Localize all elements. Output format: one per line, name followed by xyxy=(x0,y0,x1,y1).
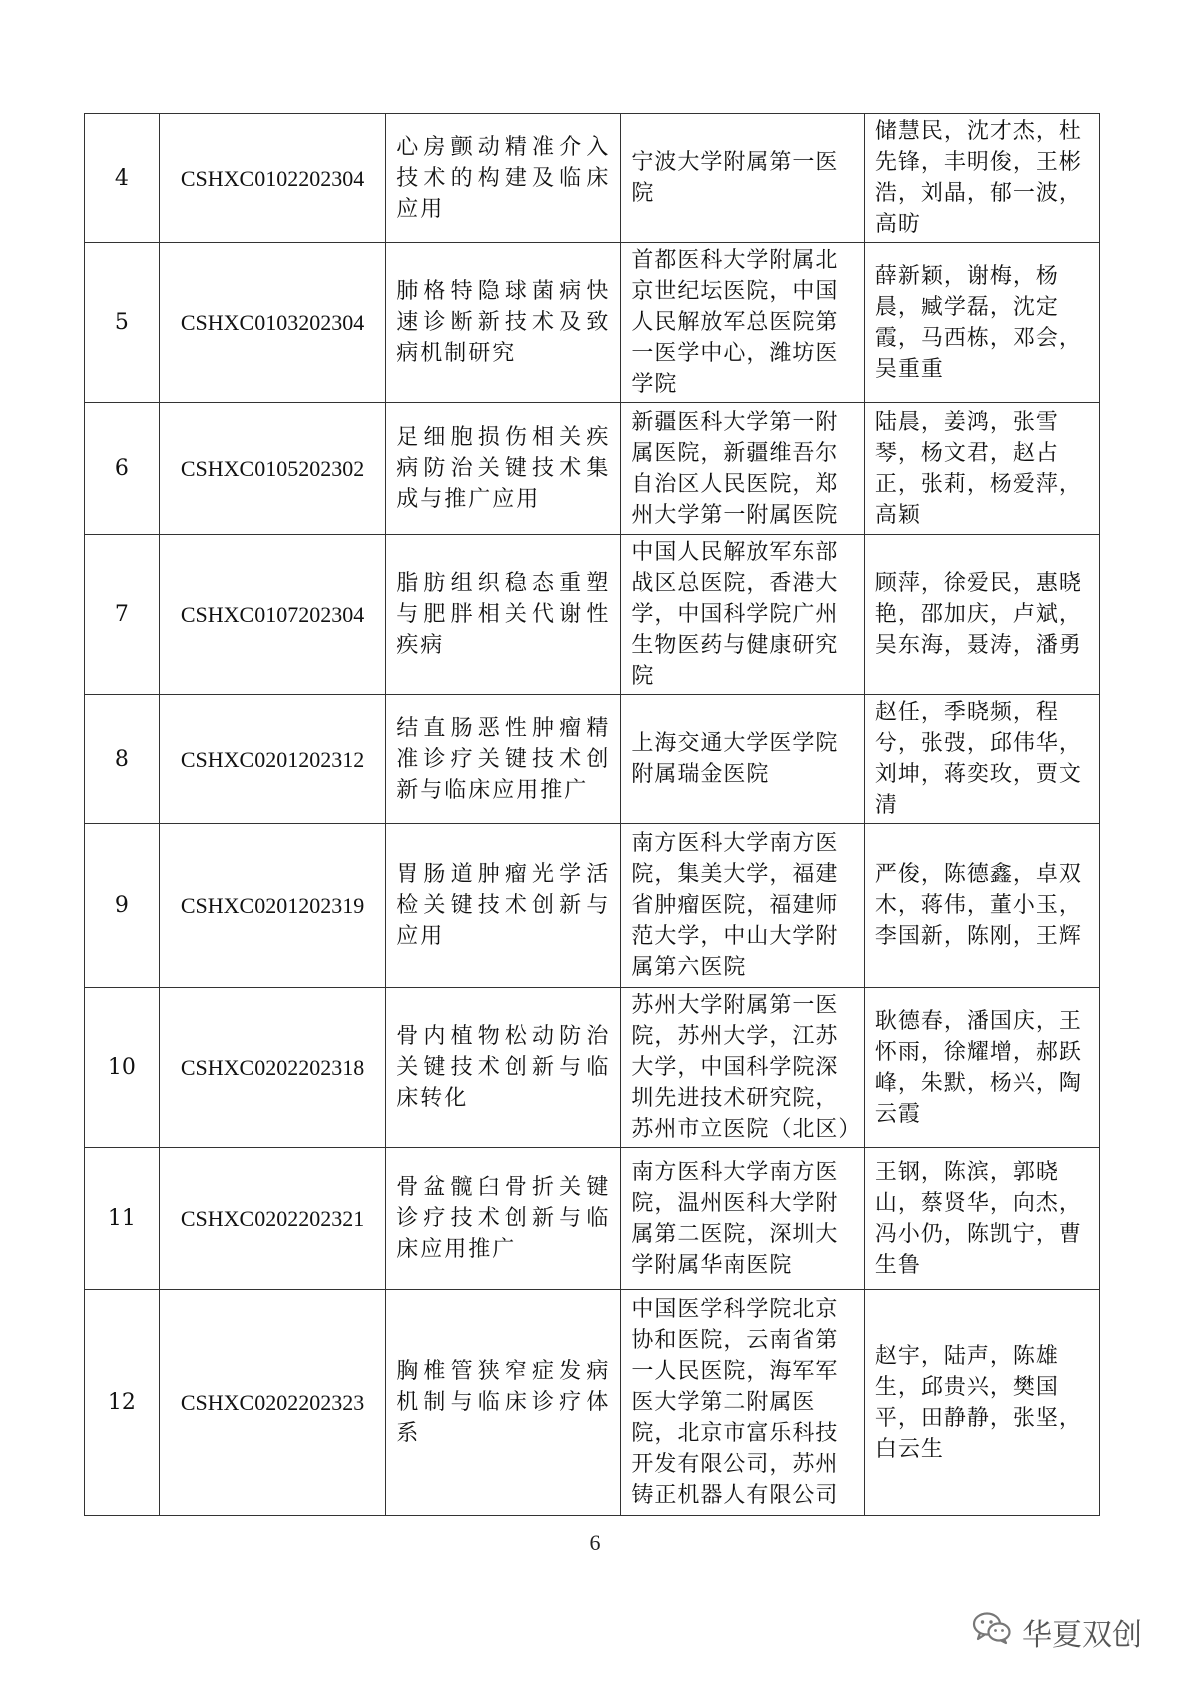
institutions: 南方医科大学南方医院，温州医科大学附属第二医院，深圳大学附属华南医院 xyxy=(621,1148,865,1290)
table-row xyxy=(85,114,1100,243)
project-title: 脂肪组织稳态重塑与肥胖相关代谢性疾病 xyxy=(386,535,621,695)
row-number: 12 xyxy=(85,1290,160,1516)
wechat-icon xyxy=(972,1611,1012,1653)
project-code: CSHXC0202202318 xyxy=(159,988,386,1148)
row-number: 11 xyxy=(85,1148,160,1290)
project-code: CSHXC0202202323 xyxy=(159,1290,386,1516)
row-number: 9 xyxy=(85,824,160,988)
project-code: CSHXC0105202302 xyxy=(159,403,386,535)
institutions: 宁波大学附属第一医院 xyxy=(621,114,865,243)
project-title: 胸椎管狭窄症发病机制与临床诊疗体系 xyxy=(386,1290,621,1516)
institutions: 南方医科大学南方医院，集美大学，福建省肿瘤医院，福建师范大学，中山大学附属第六医院 xyxy=(621,824,865,988)
table-row xyxy=(85,535,1100,695)
members: 陆晨，姜鸿，张雪琴，杨文君，赵占正，张莉，杨爱萍，高颖 xyxy=(864,403,1099,535)
institutions: 中国人民解放军东部战区总医院，香港大学，中国科学院广州生物医药与健康研究院 xyxy=(621,535,865,695)
members: 赵任，季晓频，程兮，张弢，邱伟华，刘坤，蒋奕玫，贾文清 xyxy=(864,695,1099,824)
table-row xyxy=(85,243,1100,403)
awards-table xyxy=(84,113,1100,1516)
project-title: 骨盆髋臼骨折关键诊疗技术创新与临床应用推广 xyxy=(386,1148,621,1290)
project-code: CSHXC0102202304 xyxy=(159,114,386,243)
institutions: 首都医科大学附属北京世纪坛医院，中国人民解放军总医院第一医学中心，潍坊医学院 xyxy=(621,243,865,403)
project-code: CSHXC0201202319 xyxy=(159,824,386,988)
institutions: 上海交通大学医学院附属瑞金医院 xyxy=(621,695,865,824)
institutions: 苏州大学附属第一医院，苏州大学，江苏大学，中国科学院深圳先进技术研究院，苏州市立医院（北区） xyxy=(621,988,865,1148)
table-row xyxy=(85,695,1100,824)
table-row xyxy=(85,1148,1100,1290)
project-code: CSHXC0103202304 xyxy=(159,243,386,403)
row-number: 10 xyxy=(85,988,160,1148)
members: 王钢，陈滨，郭晓山，蔡贤华，向杰，冯小仍，陈凯宁，曹生鲁 xyxy=(864,1148,1099,1290)
members: 严俊，陈德鑫，卓双木，蒋伟，董小玉，李国新，陈刚，王辉 xyxy=(864,824,1099,988)
row-number: 5 xyxy=(85,243,160,403)
project-title: 骨内植物松动防治关键技术创新与临床转化 xyxy=(386,988,621,1148)
table-row xyxy=(85,824,1100,988)
row-number: 8 xyxy=(85,695,160,824)
row-number: 6 xyxy=(85,403,160,535)
project-title: 肺格特隐球菌病快速诊断新技术及致病机制研究 xyxy=(386,243,621,403)
watermark-text: 华夏双创 xyxy=(1022,1618,1142,1653)
members: 顾萍，徐爱民，惠晓艳，邵加庆，卢斌，吴东海，聂涛，潘勇 xyxy=(864,535,1099,695)
institutions: 中国医学科学院北京协和医院，云南省第一人民医院，海军军医大学第二附属医院，北京市富乐科技开发有限公司，苏州铸正机器人有限公司 xyxy=(621,1290,865,1516)
table-row xyxy=(85,988,1100,1148)
members: 薛新颖，谢梅，杨晨，臧学磊，沈定霞，马西栋，邓会，吴重重 xyxy=(864,243,1099,403)
members: 耿德春，潘国庆，王怀雨，徐耀增，郝跃峰，朱默，杨兴，陶云霞 xyxy=(864,988,1099,1148)
project-title: 足细胞损伤相关疾病防治关键技术集成与推广应用 xyxy=(386,403,621,535)
row-number: 4 xyxy=(85,114,160,243)
watermark xyxy=(972,1610,1142,1654)
project-code: CSHXC0107202304 xyxy=(159,535,386,695)
project-title: 心房颤动精准介入技术的构建及临床应用 xyxy=(386,114,621,243)
members: 赵宇，陆声，陈雄生，邱贵兴，樊国平，田静静，张坚，白云生 xyxy=(864,1290,1099,1516)
page-number: 6 xyxy=(589,1530,601,1555)
project-title: 结直肠恶性肿瘤精准诊疗关键技术创新与临床应用推广 xyxy=(386,695,621,824)
table-row xyxy=(85,403,1100,535)
project-code: CSHXC0202202321 xyxy=(159,1148,386,1290)
row-number: 7 xyxy=(85,535,160,695)
institutions: 新疆医科大学第一附属医院，新疆维吾尔自治区人民医院，郑州大学第一附属医院 xyxy=(621,403,865,535)
table-row xyxy=(85,1290,1100,1516)
project-code: CSHXC0201202312 xyxy=(159,695,386,824)
project-title: 胃肠道肿瘤光学活检关键技术创新与应用 xyxy=(386,824,621,988)
members: 储慧民，沈才杰，杜先锋，丰明俊，王彬浩，刘晶，郁一波，高昉 xyxy=(864,114,1099,243)
